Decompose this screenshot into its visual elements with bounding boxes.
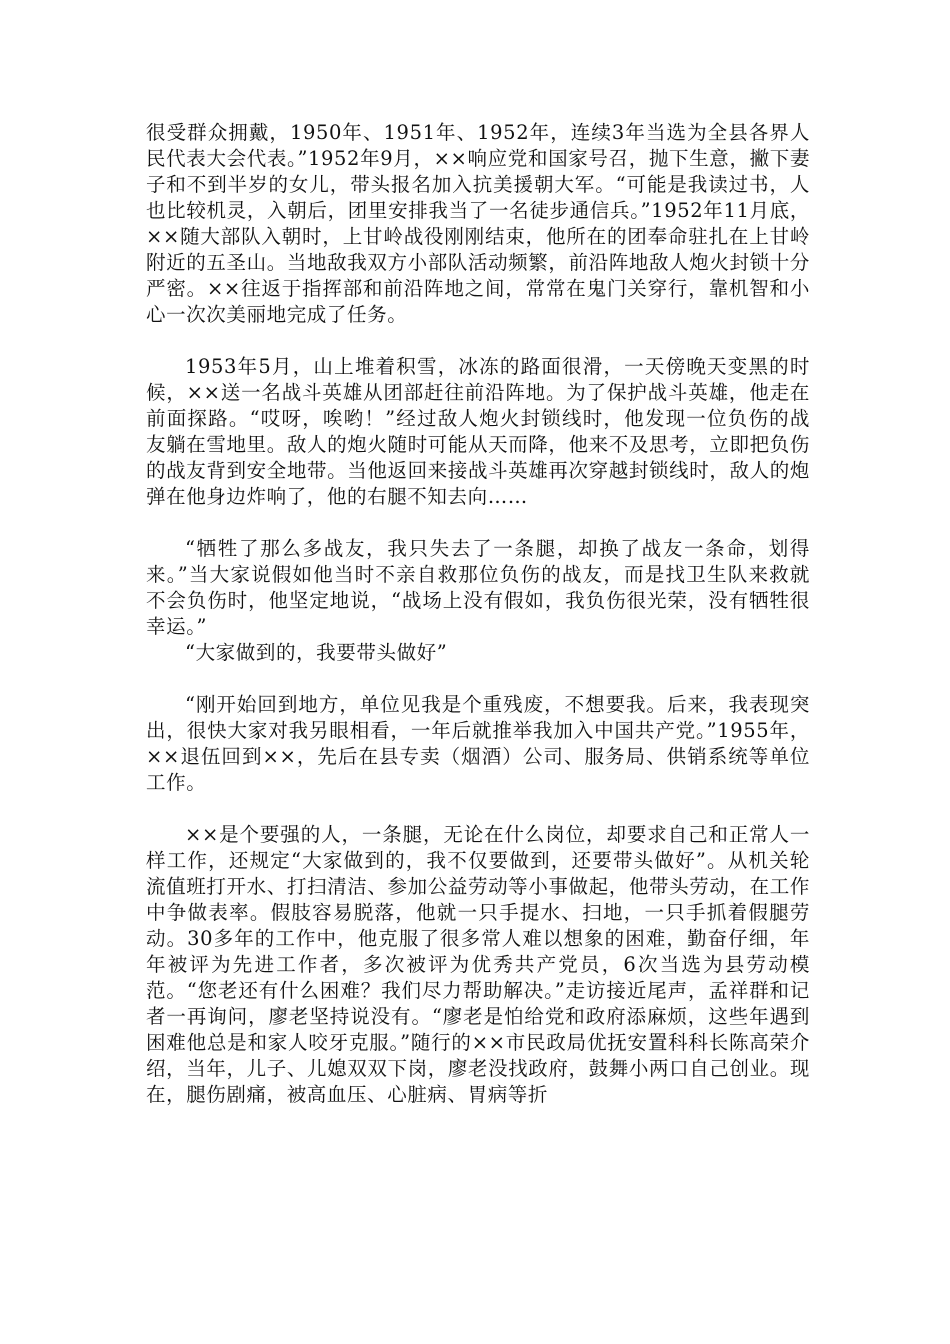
paragraph-5: ××是个要强的人，一条腿，无论在什么岗位，却要求自己和正常人一样工作，还规定“大家做到的，我不仅要做到，还要带头做好”。从机关轮流值班打开水、打扫清洁、参加公益劳动等小事做起，他带头劳动，在工作中争做表率。假肢容易脱落，他就一只手提水、扫地，一只手抓着假腿劳动。30多年的工作中，他克服了很多常人难以想象的困难，勤奋仔细，年年被评为先进工作者，多次被评为优秀共产党员，6次当选为县劳动模范。“您老还有什么困难？我们尽力帮助解决。”走访接近尾声，孟祥群和记者一再询问，廖老坚持说没有。“廖老是怕给党和政府添麻烦，这些年遇到困难他总是和家人咬牙克服。”随行的××市民政局优抚安置科科长陈高荣介绍，当年，儿子、儿媳双双下岗，廖老没找政府，鼓舞小两口自己创业。现在，腿伤剧痛，被高血压、心脏病、胃病等折	[146, 823, 810, 1106]
paragraph-1: 很受群众拥戴，1950年、1951年、1952年，连续3年当选为全县各界人民代表大会代表。”1952年9月，××响应党和国家号召，抛下生意，撇下妻子和不到半岁的女儿，带头报名加入抗美援朝大军。“可能是我读过书，人也比较机灵，入朝后，团里安排我当了一名徒步通信兵。”1952年11月底，××随大部队入朝时，上甘岭战役刚刚结束，他所在的团奉命驻扎在上甘岭附近的五圣山。当地敌我双方小部队活动频繁，前沿阵地敌人炮火封锁十分严密。××往返于指挥部和前沿阵地之间，常常在鬼门关穿行，靠机智和小心一次次美丽地完成了任务。	[146, 121, 810, 326]
paragraph-2: 1953年5月，山上堆着积雪，冰冻的路面很滑，一天傍晚天变黑的时候，××送一名战斗英雄从团部赶往前沿阵地。为了保护战斗英雄，他走在前面探路。“哎呀，唉哟！”经过敌人炮火封锁线时，他发现一位负伤的战友躺在雪地里。敌人的炮火随时可能从天而降，他来不及思考，立即把负伤的战友背到安全地带。当他返回来接战斗英雄再次穿越封锁线时，敌人的炮弹在他身边炸响了，他的右腿不知去向……	[146, 355, 810, 508]
paragraph-3: “牺牲了那么多战友，我只失去了一条腿，却换了战友一条命，划得来。”当大家说假如他当时不亲自救那位负伤的战友，而是找卫生队来救就不会负伤时，他坚定地说，“战场上没有假如，我负伤很光荣，没有牺牲很幸运。”	[146, 537, 810, 638]
document-page	[146, 120, 810, 1108]
paragraph-4: “刚开始回到地方，单位见我是个重残废，不想要我。后来，我表现突出，很快大家对我另眼相看，一年后就推举我加入中国共产党。”1955年，××退伍回到××，先后在县专卖（烟酒）公司、服务局、供销系统等单位工作。	[146, 693, 810, 794]
section-heading: “大家做到的，我要带头做好”	[185, 641, 448, 664]
